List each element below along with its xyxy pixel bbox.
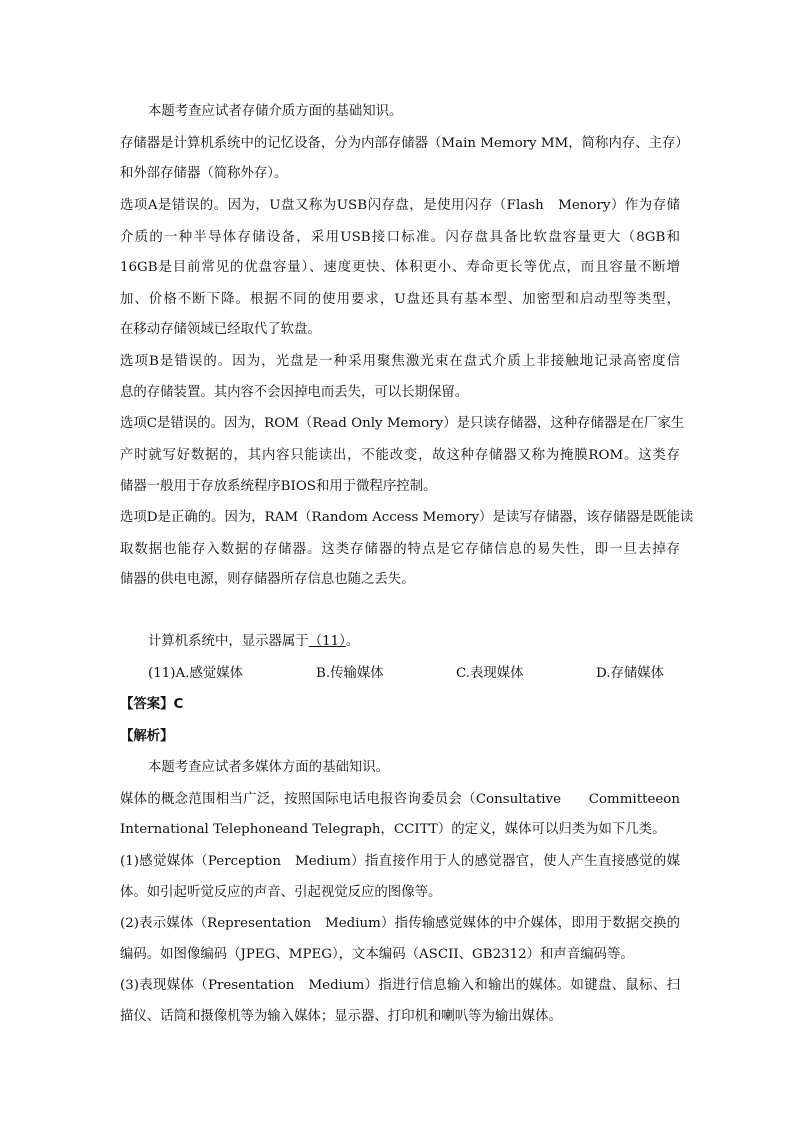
choice-d: D.存储媒体 xyxy=(596,666,665,681)
media-item-1-line: (1)感觉媒体（Perception Medium）指直接作用于人的感觉器官，使人产生直接感觉的媒 xyxy=(120,854,680,869)
question-stem xyxy=(148,632,680,652)
option-c-line: 选项C是错误的。因为，ROM（Read Only Memory）是只读存储器，这种存储器是在厂家生 xyxy=(120,416,685,431)
answer-label: 【答案】C xyxy=(120,697,184,712)
option-d-line: 取数据也能存入数据的存储器。这类存储器的特点是它存储信息的易失性，即一旦去掉存 xyxy=(120,542,680,557)
option-d-line: 选项D是正确的。因为，RAM（Random Access Memory）是读写存储器，该存储器是既能读 xyxy=(120,510,694,525)
question-stem-end: 。 xyxy=(345,634,360,649)
option-a-line: 在移动存储领域已经取代了软盘。 xyxy=(120,322,321,337)
question-stem-text: 计算机系统中，显示器属于 xyxy=(148,634,309,649)
section1-intro: 本题考查应试者存储介质方面的基础知识。 xyxy=(148,104,403,119)
choice-a: (11)A.感觉媒体 xyxy=(148,666,243,681)
paragraph-line: 媒体的概念范围相当广泛，按照国际电话电报咨询委员会（Consultative Committeeon xyxy=(120,792,680,807)
paragraph-line: 存储器是计算机系统中的记忆设备，分为内部存储器（Main Memory MM，简称内存、主存） xyxy=(120,136,689,151)
question-blank: （11） xyxy=(308,634,346,649)
option-a-line: 16GB是目前常见的优盘容量）、速度更快、体积更小、寿命更长等优点，而且容量不断增 xyxy=(120,260,680,275)
paragraph-line: International Telephoneand Telegraph，CCITT）的定义，媒体可以归类为如下几类。 xyxy=(120,822,666,837)
media-item-3-line: 描仪、话筒和摄像机等为输入媒体；显示器、打印机和喇叭等为输出媒体。 xyxy=(120,1009,562,1024)
media-item-2-line: 编码。如图像编码（JPEG、MPEG），文本编码（ASCII、GB2312）和声音编码等。 xyxy=(120,947,634,962)
media-item-2-line: (2)表示媒体（Representation Medium）指传输感觉媒体的中介媒体，即用于数据交换的 xyxy=(120,916,680,931)
section2-intro: 本题考查应试者多媒体方面的基础知识。 xyxy=(148,760,390,775)
option-b-line: 选项B是错误的。因为，光盘是一种采用聚焦激光束在盘式介质上非接触地记录高密度信 xyxy=(120,354,680,369)
analysis-label: 【解析】 xyxy=(120,729,174,744)
option-c-line: 储器一般用于存放系统程序BIOS和用于微程序控制。 xyxy=(120,479,437,494)
option-a-line: 选项A是错误的。因为，U盘又称为USB闪存盘，是使用闪存（Flash Menory）作为存储 xyxy=(120,198,680,213)
choice-c: C.表现媒体 xyxy=(456,666,524,681)
choice-b: B.传输媒体 xyxy=(316,666,384,681)
option-a-line: 加、价格不断下降。根据不同的使用要求，U盘还具有基本型、加密型和启动型等类型， xyxy=(120,292,680,307)
option-c-line: 产时就写好数据的，其内容只能读出，不能改变，故这种存储器又称为掩膜ROM。这类存 xyxy=(120,448,680,463)
media-item-3-line: (3)表现媒体（Presentation Medium）指进行信息输入和输出的媒体。如键盘、鼠标、扫 xyxy=(120,978,680,993)
option-a-line: 介质的一种半导体存储设备，采用USB接口标准。闪存盘具备比软盘容量更大（8GB和 xyxy=(120,230,680,245)
option-b-line: 息的存储装置。其内容不会因掉电而丢失，可以长期保留。 xyxy=(120,385,469,400)
media-item-1-line: 体。如引起听觉反应的声音、引起视觉反应的图像等。 xyxy=(120,885,442,900)
paragraph-line: 和外部存储器（简称外存）。 xyxy=(120,166,288,181)
option-d-line: 储器的供电电源，则存储器所存信息也随之丢失。 xyxy=(120,572,415,587)
